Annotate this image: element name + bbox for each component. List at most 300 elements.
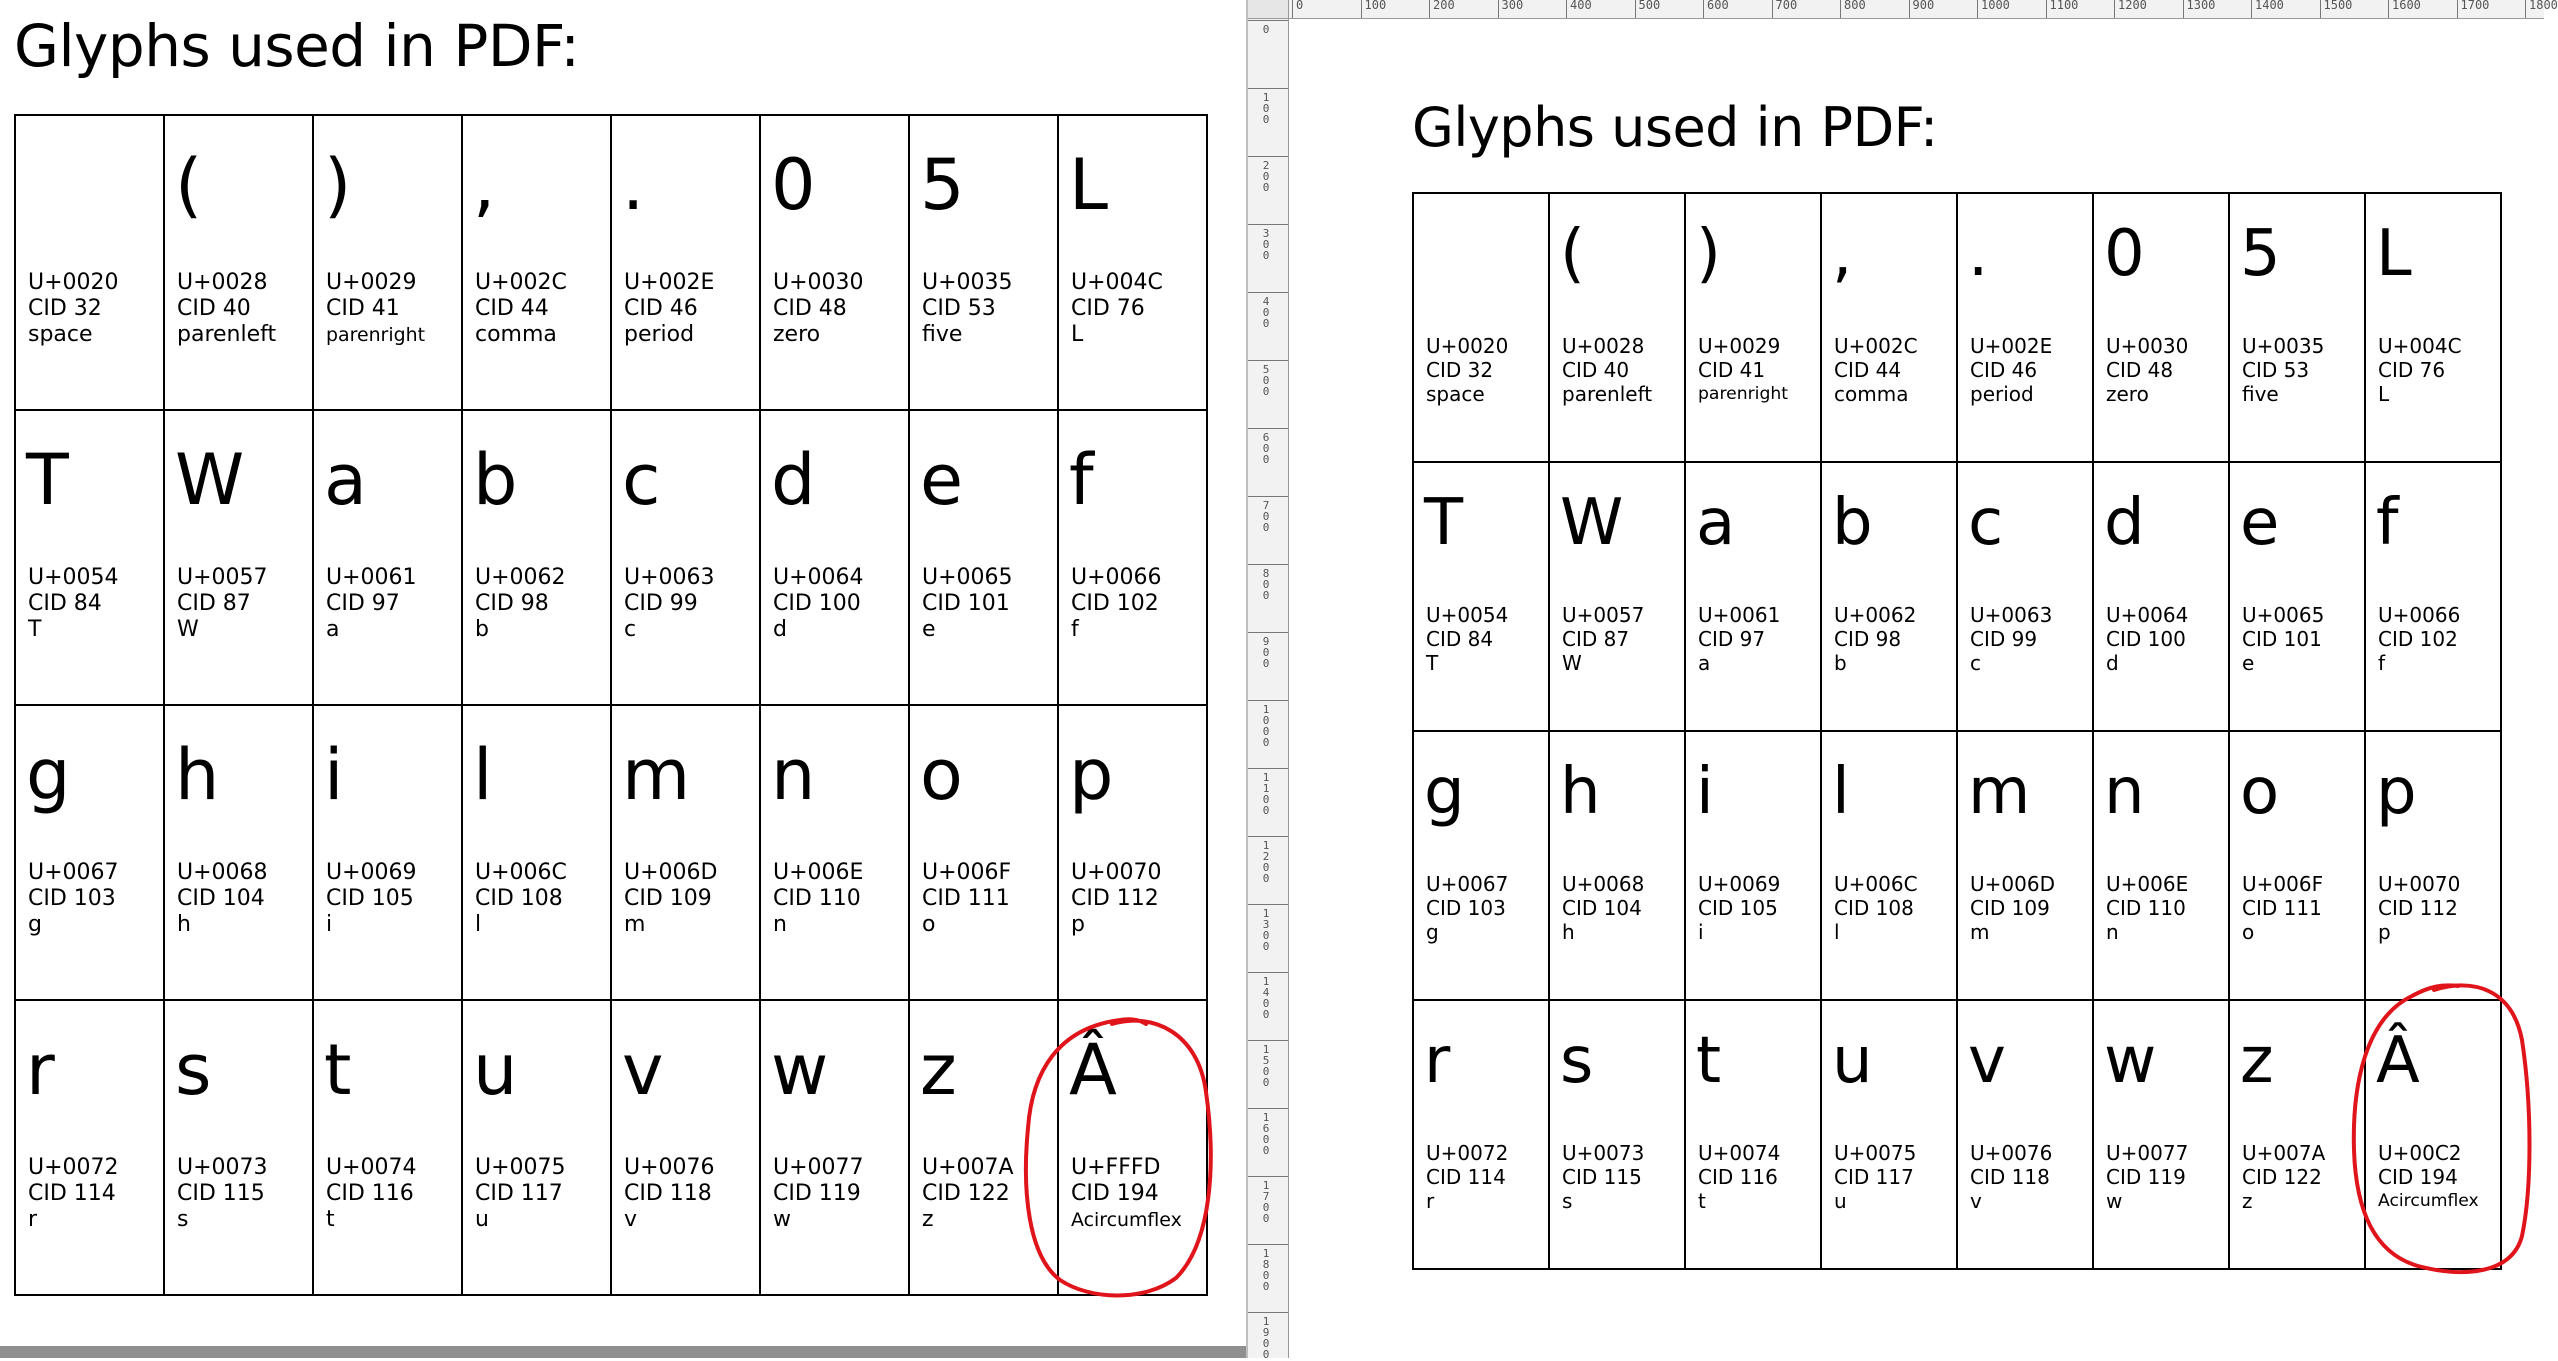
cid-code: CID 48 xyxy=(2106,358,2174,382)
cid-code: CID 41 xyxy=(1698,358,1766,382)
ruler-tick xyxy=(1248,20,1288,36)
glyph-cell xyxy=(1549,193,1685,462)
unicode-code: U+0072 xyxy=(28,1155,119,1180)
ruler-label: 1500 xyxy=(2323,0,2353,12)
glyph-info xyxy=(2242,334,2360,406)
glyph-name: e xyxy=(922,617,936,642)
glyph-name: parenright xyxy=(326,324,425,346)
cid-code: CID 32 xyxy=(1426,358,1494,382)
glyph-char: L xyxy=(2376,217,2412,291)
ruler-label: 0 xyxy=(1262,23,1270,36)
glyph-cell xyxy=(1058,705,1207,1000)
unicode-code: U+0061 xyxy=(1698,603,1781,627)
glyph-info xyxy=(922,1155,1053,1233)
glyph-info xyxy=(2242,603,2360,675)
cid-code: CID 114 xyxy=(28,1181,116,1206)
ruler-tick xyxy=(1248,564,1288,602)
glyph-char: W xyxy=(1560,486,1624,560)
glyph-cell xyxy=(1058,115,1207,410)
glyph-cell xyxy=(2229,731,2365,1000)
glyph-char: s xyxy=(1560,1024,1594,1098)
glyph-name: s xyxy=(1562,1189,1573,1213)
unicode-code: U+0065 xyxy=(2242,603,2325,627)
glyph-cell xyxy=(1957,462,2093,731)
glyph-char: ( xyxy=(175,144,203,226)
glyph-cell xyxy=(164,705,313,1000)
glyph-name: d xyxy=(2106,651,2119,675)
ruler-label: 1200 xyxy=(1262,839,1270,885)
ruler-tick xyxy=(2046,0,2079,18)
glyph-name: z xyxy=(2242,1189,2253,1213)
glyph-name: t xyxy=(1698,1189,1706,1213)
glyph-info xyxy=(1562,334,1680,406)
cid-code: CID 46 xyxy=(1970,358,2038,382)
cid-code: CID 114 xyxy=(1426,1165,1506,1189)
glyph-name: f xyxy=(1071,617,1079,642)
glyph-info xyxy=(2378,1141,2496,1213)
glyph-char: m xyxy=(1968,755,2031,829)
glyph-name: comma xyxy=(1834,382,1909,406)
ruler-tick xyxy=(1248,496,1288,534)
cid-code: CID 40 xyxy=(177,296,251,321)
ruler-tick xyxy=(1429,0,1455,18)
glyph-info xyxy=(1834,872,1952,944)
unicode-code: U+0077 xyxy=(2106,1141,2189,1165)
glyph-name: m xyxy=(624,912,646,937)
glyph-name: zero xyxy=(773,322,821,347)
glyph-cell xyxy=(1821,731,1957,1000)
glyph-char: g xyxy=(1424,755,1465,829)
glyph-info xyxy=(1698,334,1816,406)
glyph-name: L xyxy=(1071,322,1084,347)
glyph-char: l xyxy=(473,734,493,816)
unicode-code: U+0074 xyxy=(1698,1141,1781,1165)
page-title: Glyphs used in PDF: xyxy=(14,12,580,80)
ruler-tick xyxy=(1361,0,1387,18)
unicode-code: U+0062 xyxy=(1834,603,1917,627)
ruler-tick xyxy=(1248,632,1288,670)
glyph-row xyxy=(1413,193,2501,462)
cid-code: CID 115 xyxy=(1562,1165,1642,1189)
glyph-char: f xyxy=(2376,486,2399,560)
glyph-char: m xyxy=(622,734,691,816)
glyph-info xyxy=(773,860,904,938)
glyph-table xyxy=(14,114,1208,1296)
glyph-info xyxy=(1698,1141,1816,1213)
cid-code: CID 116 xyxy=(1698,1165,1778,1189)
unicode-code: U+006C xyxy=(475,860,567,885)
unicode-code: U+006C xyxy=(1834,872,1918,896)
vertical-ruler[interactable] xyxy=(1248,0,1289,1361)
ruler-tick xyxy=(1909,0,1935,18)
glyph-char: b xyxy=(473,439,518,521)
cid-code: CID 44 xyxy=(475,296,549,321)
unicode-code: U+007A xyxy=(2242,1141,2326,1165)
glyph-info xyxy=(2242,872,2360,944)
glyph-char: w xyxy=(771,1029,829,1111)
ruler-label: 100 xyxy=(1364,0,1387,12)
ruler-label: 800 xyxy=(1262,567,1270,602)
cid-code: CID 104 xyxy=(1562,896,1642,920)
glyph-info xyxy=(177,565,308,643)
glyph-info xyxy=(475,860,606,938)
glyph-char: ) xyxy=(324,144,352,226)
glyph-info xyxy=(1071,860,1202,938)
glyph-cell xyxy=(2093,193,2229,462)
glyph-info xyxy=(1562,603,1680,675)
glyph-cell xyxy=(1685,462,1821,731)
glyph-name: period xyxy=(1970,382,2034,406)
glyph-name: z xyxy=(922,1207,934,1232)
unicode-code: U+002E xyxy=(624,270,715,295)
glyph-info xyxy=(773,1155,904,1233)
glyph-name: parenright xyxy=(1698,384,1788,404)
glyph-name: s xyxy=(177,1207,189,1232)
unicode-code: U+002C xyxy=(1834,334,1918,358)
glyph-name: p xyxy=(1071,912,1085,937)
glyph-name: d xyxy=(773,617,787,642)
cid-code: CID 194 xyxy=(2378,1165,2458,1189)
glyph-char: r xyxy=(1424,1024,1451,1098)
glyph-cell xyxy=(611,1000,760,1295)
ruler-tick xyxy=(1248,1040,1288,1089)
glyph-cell xyxy=(462,705,611,1000)
left-document-pane xyxy=(0,0,1246,1358)
glyph-info xyxy=(326,1155,457,1233)
glyph-char: a xyxy=(324,439,367,521)
cid-code: CID 122 xyxy=(922,1181,1010,1206)
glyph-info xyxy=(624,860,755,938)
unicode-code: U+0076 xyxy=(1970,1141,2053,1165)
glyph-name: space xyxy=(28,322,93,347)
glyph-info xyxy=(1970,334,2088,406)
cid-code: CID 40 xyxy=(1562,358,1630,382)
unicode-code: U+0065 xyxy=(922,565,1013,590)
ruler-label: 1900 xyxy=(1262,1315,1270,1361)
glyph-name: l xyxy=(475,912,482,937)
ruler-label: 700 xyxy=(1775,0,1798,12)
ruler-label: 1400 xyxy=(2255,0,2284,12)
ruler-tick xyxy=(1703,0,1729,18)
cid-code: CID 53 xyxy=(2242,358,2310,382)
ruler-tick xyxy=(1292,0,1304,18)
glyph-name: h xyxy=(177,912,191,937)
glyph-cell xyxy=(1413,462,1549,731)
glyph-info xyxy=(326,270,457,348)
glyph-name: T xyxy=(1426,651,1439,675)
ruler-label: 900 xyxy=(1912,0,1935,12)
ruler-label: 1300 xyxy=(1262,907,1270,953)
unicode-code: U+0073 xyxy=(177,1155,268,1180)
glyph-info xyxy=(2378,334,2496,406)
glyph-info xyxy=(2106,872,2224,944)
glyph-name: L xyxy=(2378,382,2390,406)
ruler-label: 300 xyxy=(1501,0,1524,12)
glyph-info xyxy=(177,270,308,348)
ruler-label: 900 xyxy=(1262,635,1270,670)
ruler-label: 1600 xyxy=(1262,1111,1270,1157)
glyph-name: r xyxy=(28,1207,38,1232)
glyph-row xyxy=(15,115,1207,410)
glyph-name: Acircumflex xyxy=(1071,1209,1182,1231)
glyph-info xyxy=(1426,1141,1544,1213)
glyph-name: g xyxy=(1426,920,1439,944)
cid-code: CID 102 xyxy=(2378,627,2458,651)
unicode-code: U+0030 xyxy=(773,270,864,295)
cid-code: CID 98 xyxy=(475,591,549,616)
window-scrollbar-bottom[interactable] xyxy=(0,1346,1246,1358)
glyph-info xyxy=(773,565,904,643)
glyph-row xyxy=(15,410,1207,705)
unicode-code: U+002E xyxy=(1970,334,2053,358)
cid-code: CID 76 xyxy=(2378,358,2446,382)
glyph-char: . xyxy=(622,144,645,226)
unicode-code: U+0020 xyxy=(1426,334,1509,358)
ruler-tick xyxy=(1566,0,1592,18)
glyph-name: g xyxy=(28,912,42,937)
glyph-char: 0 xyxy=(771,144,816,226)
glyph-char: W xyxy=(175,439,245,521)
glyph-info xyxy=(1834,334,1952,406)
cid-code: CID 118 xyxy=(624,1181,712,1206)
glyph-name: W xyxy=(1562,651,1582,675)
ruler-tick xyxy=(1248,292,1288,330)
unicode-code: U+0062 xyxy=(475,565,566,590)
ruler-label: 1000 xyxy=(1262,703,1270,749)
glyph-char: p xyxy=(1069,734,1114,816)
unicode-code: U+0064 xyxy=(2106,603,2189,627)
unicode-code: U+0066 xyxy=(1071,565,1162,590)
unicode-code: U+0035 xyxy=(922,270,1013,295)
ruler-tick xyxy=(1248,700,1288,749)
glyph-cell xyxy=(1549,462,1685,731)
glyph-name: w xyxy=(2106,1189,2123,1213)
glyph-name: o xyxy=(922,912,936,937)
glyph-name: comma xyxy=(475,322,557,347)
ruler-label: 1700 xyxy=(2460,0,2490,12)
ruler-label: 1000 xyxy=(1981,0,2010,12)
unicode-code: U+0066 xyxy=(2378,603,2461,627)
glyph-char: s xyxy=(175,1029,212,1111)
glyph-char: i xyxy=(324,734,344,816)
unicode-code: U+006D xyxy=(1970,872,2055,896)
unicode-code: U+0075 xyxy=(475,1155,566,1180)
ruler-tick xyxy=(1248,972,1288,1021)
unicode-code: U+006F xyxy=(2242,872,2324,896)
glyph-char: o xyxy=(2240,755,2280,829)
unicode-code: U+0035 xyxy=(2242,334,2325,358)
glyph-char: r xyxy=(26,1029,55,1111)
cid-code: CID 97 xyxy=(1698,627,1766,651)
glyph-name: u xyxy=(475,1207,489,1232)
glyph-cell xyxy=(909,1000,1058,1295)
glyph-info xyxy=(773,270,904,348)
glyph-char: l xyxy=(1832,755,1850,829)
glyph-info xyxy=(2106,1141,2224,1213)
ruler-tick xyxy=(1248,360,1288,398)
unicode-code: U+006E xyxy=(773,860,864,885)
glyph-char: , xyxy=(1832,217,1853,291)
ruler-tick xyxy=(2457,0,2490,18)
glyph-info xyxy=(624,1155,755,1233)
unicode-code: U+0064 xyxy=(773,565,864,590)
glyph-row xyxy=(15,705,1207,1000)
glyph-cell xyxy=(2365,1000,2501,1269)
glyph-name: b xyxy=(1834,651,1847,675)
ruler-corner xyxy=(1248,0,1289,19)
cid-code: CID 76 xyxy=(1071,296,1145,321)
ruler-label: 1700 xyxy=(1262,1179,1270,1225)
ruler-tick xyxy=(1498,0,1524,18)
glyph-info xyxy=(28,565,159,643)
glyph-char: u xyxy=(473,1029,518,1111)
glyph-info xyxy=(2242,1141,2360,1213)
glyph-cell xyxy=(1413,731,1549,1000)
glyph-info xyxy=(1071,1155,1202,1233)
glyph-char: h xyxy=(175,734,220,816)
glyph-cell xyxy=(611,705,760,1000)
ruler-tick xyxy=(1248,1108,1288,1157)
cid-code: CID 84 xyxy=(1426,627,1494,651)
unicode-code: U+0067 xyxy=(28,860,119,885)
ruler-tick xyxy=(1772,0,1798,18)
glyph-info xyxy=(326,860,457,938)
ruler-label: 800 xyxy=(1844,0,1866,12)
unicode-code: U+0020 xyxy=(28,270,119,295)
glyph-info xyxy=(177,1155,308,1233)
ruler-tick xyxy=(1248,156,1288,194)
glyph-info xyxy=(28,270,159,348)
glyph-cell xyxy=(611,410,760,705)
glyph-name: v xyxy=(1970,1189,1982,1213)
cid-code: CID 122 xyxy=(2242,1165,2322,1189)
glyph-name: m xyxy=(1970,920,1990,944)
page-title: Glyphs used in PDF: xyxy=(1412,96,1938,159)
glyph-char: 5 xyxy=(2240,217,2281,291)
glyph-char: h xyxy=(1560,755,1601,829)
glyph-cell xyxy=(611,115,760,410)
glyph-char: 0 xyxy=(2104,217,2145,291)
glyph-info xyxy=(1834,1141,1952,1213)
glyph-char: i xyxy=(1696,755,1714,829)
unicode-code: U+0074 xyxy=(326,1155,417,1180)
ruler-label: 400 xyxy=(1570,0,1592,12)
glyph-info xyxy=(475,1155,606,1233)
ruler-label: 500 xyxy=(1638,0,1661,12)
cid-code: CID 116 xyxy=(326,1181,414,1206)
glyph-cell xyxy=(313,705,462,1000)
glyph-char: b xyxy=(1832,486,1873,560)
cid-code: CID 46 xyxy=(624,296,698,321)
cid-code: CID 194 xyxy=(1071,1181,1159,1206)
ruler-tick xyxy=(1248,1244,1288,1293)
glyph-name: o xyxy=(2242,920,2255,944)
cid-code: CID 117 xyxy=(475,1181,563,1206)
unicode-code: U+0076 xyxy=(624,1155,715,1180)
ruler-label: 1400 xyxy=(1262,975,1270,1021)
cid-code: CID 100 xyxy=(2106,627,2186,651)
glyph-info xyxy=(2106,334,2224,406)
glyph-name: w xyxy=(773,1207,791,1232)
cid-code: CID 119 xyxy=(2106,1165,2186,1189)
glyph-cell xyxy=(2365,193,2501,462)
glyph-cell xyxy=(164,410,313,705)
glyph-info xyxy=(922,565,1053,643)
ruler-tick xyxy=(1248,768,1288,817)
unicode-code: U+0067 xyxy=(1426,872,1509,896)
glyph-char: a xyxy=(1696,486,1736,560)
glyph-info xyxy=(475,270,606,348)
glyph-cell xyxy=(15,115,164,410)
glyph-char: n xyxy=(771,734,816,816)
glyph-cell xyxy=(462,115,611,410)
ruler-label: 600 xyxy=(1707,0,1729,12)
glyph-info xyxy=(1426,872,1544,944)
glyph-cell xyxy=(909,410,1058,705)
glyph-char: d xyxy=(2104,486,2145,560)
glyph-cell xyxy=(2365,731,2501,1000)
glyph-info xyxy=(624,270,755,348)
glyph-cell xyxy=(2093,731,2229,1000)
horizontal-ruler[interactable] xyxy=(1248,0,2558,19)
ruler-tick xyxy=(2320,0,2353,18)
glyph-name: T xyxy=(28,617,42,642)
cid-code: CID 102 xyxy=(1071,591,1159,616)
glyph-info xyxy=(2378,603,2496,675)
unicode-code: U+006E xyxy=(2106,872,2189,896)
glyph-info xyxy=(1562,872,1680,944)
unicode-code: U+0072 xyxy=(1426,1141,1509,1165)
glyph-info xyxy=(1970,872,2088,944)
glyph-info xyxy=(177,860,308,938)
glyph-cell xyxy=(1058,1000,1207,1295)
glyph-info xyxy=(1426,334,1544,406)
ruler-label: 700 xyxy=(1262,499,1270,534)
ruler-label: 1100 xyxy=(2049,0,2079,12)
cid-code: CID 104 xyxy=(177,886,265,911)
glyph-cell xyxy=(2093,462,2229,731)
glyph-char: f xyxy=(1069,439,1094,521)
glyph-char: v xyxy=(622,1029,664,1111)
glyph-name: space xyxy=(1426,382,1485,406)
glyph-cell xyxy=(760,410,909,705)
glyph-cell xyxy=(462,1000,611,1295)
glyph-char: t xyxy=(324,1029,352,1111)
cid-code: CID 98 xyxy=(1834,627,1902,651)
cid-code: CID 48 xyxy=(773,296,847,321)
glyph-char: L xyxy=(1069,144,1108,226)
ruler-label: 0 xyxy=(1296,0,1304,12)
glyph-name: a xyxy=(1698,651,1711,675)
glyph-name: h xyxy=(1562,920,1575,944)
glyph-name: period xyxy=(624,322,695,347)
glyph-name: p xyxy=(2378,920,2391,944)
glyph-cell xyxy=(1821,1000,1957,1269)
glyph-cell xyxy=(909,705,1058,1000)
cid-code: CID 87 xyxy=(1562,627,1630,651)
ruler-label: 500 xyxy=(1262,363,1270,398)
unicode-code: U+0028 xyxy=(177,270,268,295)
glyph-table xyxy=(1412,192,2502,1270)
unicode-code: U+0028 xyxy=(1562,334,1645,358)
ruler-tick xyxy=(2251,0,2284,18)
glyph-cell xyxy=(1957,731,2093,1000)
cid-code: CID 99 xyxy=(624,591,698,616)
glyph-char: 5 xyxy=(920,144,965,226)
glyph-info xyxy=(922,860,1053,938)
glyph-row xyxy=(1413,731,2501,1000)
cid-code: CID 41 xyxy=(326,296,400,321)
